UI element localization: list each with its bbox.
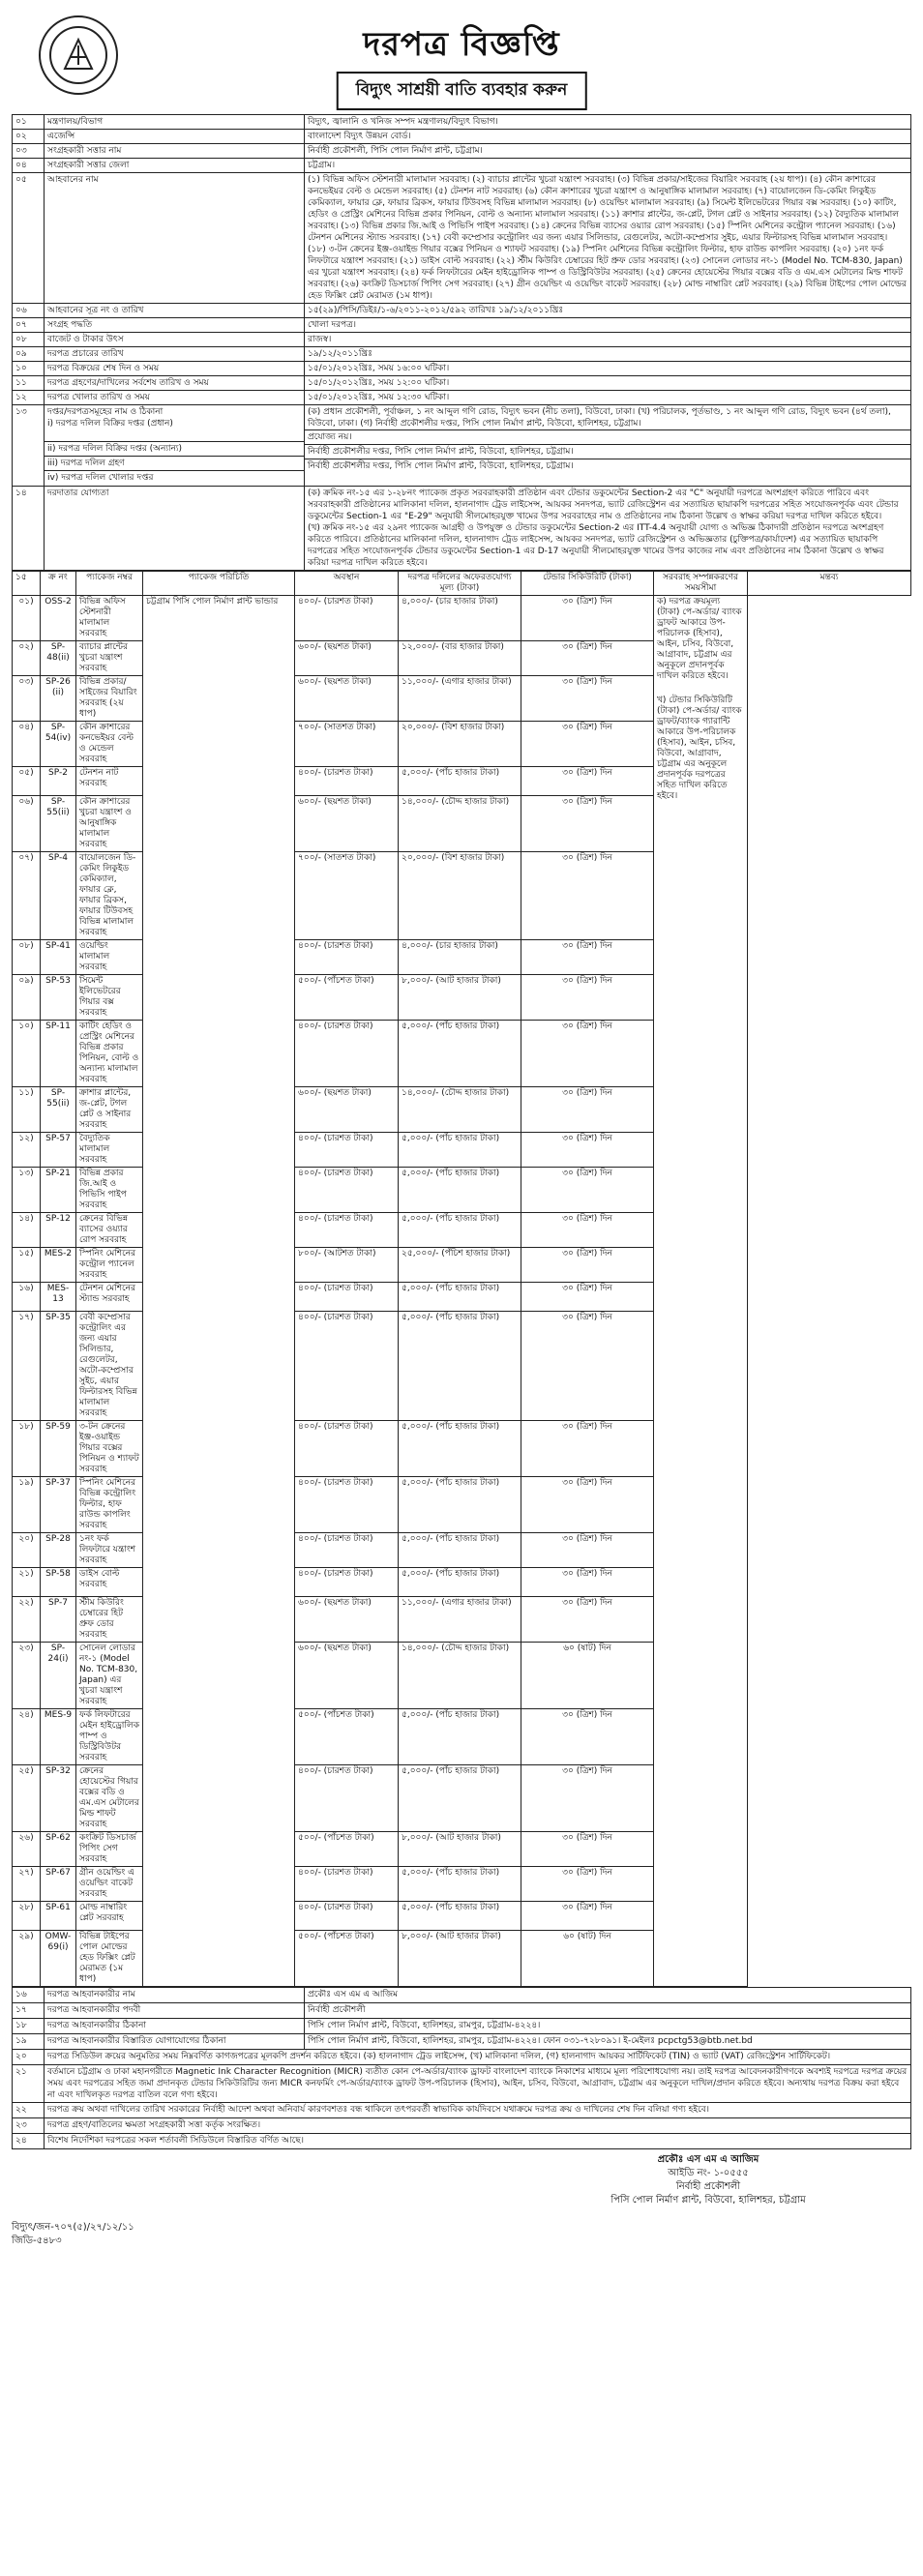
- package-number: SP-55(ii): [41, 1087, 76, 1133]
- package-price: ৫০০/- (পাঁচশত টাকা): [295, 1931, 399, 1987]
- row-label: দরপত্র খোলার তারিখ ও সময়: [45, 391, 305, 405]
- row-label: আহবানের সূত্র নং ও তারিখ: [45, 304, 305, 318]
- package-security: ৮,০০০/- (আট হাজার টাকা): [399, 975, 521, 1021]
- row-value: ১৫(২৯)/পিসি/ডিইঃ/১-৬/২০১১-২০১২/৫৯২ তারিখঃ ১৯/১২/২০১১খ্রিঃ: [305, 304, 911, 318]
- row-number: ১৩: [13, 405, 45, 487]
- package-time: ৩০ (ত্রিশ) দিন: [521, 975, 654, 1021]
- row-label: আহবানের নাম: [45, 173, 305, 304]
- package-sl: ২৮): [13, 1902, 41, 1931]
- row-label: দরপত্র গ্রহণের/দাখিলের সর্বশেষ তারিখ ও সময়: [45, 376, 305, 391]
- package-time: ৩০ (ত্রিশ) দিন: [521, 722, 654, 767]
- package-sl: ০৯): [13, 975, 41, 1021]
- remarks-a: ক) দরপত্র ক্রয়মূল্য (টাকা) পে-অর্ডার/ ব্যাংক ড্রাফট আকারে উপ-পরিচালক (হিসাব), আইন, চসিব, বিউবো, আগ্রাবাদ, চট্টগ্রাম এর অনুকূলে প্রদানপূর্বক দাখিল করিতে হইবে।: [657, 597, 742, 681]
- row-label: সংগ্রহকারী সত্তার নাম: [45, 144, 305, 159]
- info-row: [13, 130, 911, 144]
- package-sl: ০২): [13, 641, 41, 676]
- package-time: ৩০ (ত্রিশ) দিন: [521, 1477, 654, 1533]
- signer-id: আইডি নং- ১-০৫৫৫: [668, 2168, 749, 2178]
- col-remarks: মন্তব্য: [748, 572, 911, 596]
- package-sl: ২৭): [13, 1867, 41, 1902]
- package-security: ৫,০০০/- (পাঁচ হাজার টাকা): [399, 1213, 521, 1248]
- package-time: ৩০ (ত্রিশ) দিন: [521, 1597, 654, 1643]
- col-time: সরবরাহ সম্পন্নকরণের সময়সীমা: [654, 572, 748, 596]
- gd-number: জিডি-৫৪৮৩: [12, 2235, 62, 2246]
- package-time: ৩০ (ত্রিশ) দিন: [521, 1087, 654, 1133]
- package-price: ৫০০/- (পাঁচশত টাকা): [295, 975, 399, 1021]
- sale-places-row: [13, 405, 911, 487]
- row-value: বিশেষ নির্দেশিকা দরপত্রের সকল শর্তাবলী সিডিউলে বিস্তারিত বর্ণিত আছে।: [45, 2134, 911, 2149]
- package-time: ৩০ (ত্রিশ) দিন: [521, 1133, 654, 1168]
- package-price: ৪০০/- (চারশত টাকা): [295, 1133, 399, 1168]
- reference-number: বিদ্যুৎ/জন-৭০৭(৫)/২৭/১২/১১: [12, 2222, 134, 2233]
- package-sl: ২৩): [13, 1643, 41, 1709]
- package-time: ৩০ (ত্রিশ) দিন: [521, 1421, 654, 1477]
- package-description: ৩-টন ক্রেনের ইঞ্জ-ওয়াইন্ড গিয়ার বক্সের পিনিয়ন ও শ্যাফট সরবরাহ: [76, 1421, 143, 1477]
- package-sl: ২৫): [13, 1765, 41, 1832]
- row-number: ০৭: [13, 318, 45, 333]
- package-security: ৫,০০০/- (পাঁচ হাজার টাকা): [399, 1312, 521, 1421]
- package-security: ৫,০০০/- (পাঁচ হাজার টাকা): [399, 1533, 521, 1568]
- package-number: SP-2: [41, 767, 76, 796]
- row-label: দরপত্র আহবানকারীর পদবী: [45, 2003, 305, 2019]
- package-time: ৩০ (ত্রিশ) দিন: [521, 1765, 654, 1832]
- row-number: ০৪: [13, 159, 45, 173]
- package-description: ক্রেনের বিভিন্ন ব্যাসের ওয়্যার রোপ সরবরাহ: [76, 1213, 143, 1248]
- package-number: SP-12: [41, 1213, 76, 1248]
- package-number: SP-54(iv): [41, 722, 76, 767]
- package-sl: ০১): [13, 596, 41, 641]
- row-number: ০৮: [13, 333, 45, 347]
- footer-row: [13, 2118, 911, 2134]
- row-number: ০৯: [13, 347, 45, 362]
- col-security: টেন্ডার সিকিউরিটি (টাকা): [521, 572, 654, 596]
- package-price: ৪০০/- (চারশত টাকা): [295, 1283, 399, 1312]
- package-time: ৩০ (ত্রিশ) দিন: [521, 796, 654, 852]
- package-number: SP-11: [41, 1021, 76, 1087]
- package-number: SP-4: [41, 852, 76, 940]
- footer-row: [13, 2019, 911, 2034]
- row-value: নির্বাহী প্রকৌশলী: [305, 2003, 911, 2019]
- package-sl: ১৩): [13, 1168, 41, 1213]
- package-number: SP-58: [41, 1568, 76, 1597]
- package-number: SP-35: [41, 1312, 76, 1421]
- info-row: [13, 318, 911, 333]
- footer-row: [13, 2134, 911, 2149]
- package-sl: ১৫): [13, 1248, 41, 1283]
- row-label: সংগ্রহ পদ্ধতি: [45, 318, 305, 333]
- package-remarks: [654, 596, 748, 1987]
- info-row: [13, 347, 911, 362]
- row-label: সংগ্রহকারী সত্তার জেলা: [45, 159, 305, 173]
- package-time: ৩০ (ত্রিশ) দিন: [521, 676, 654, 722]
- package-security: ৫,০০০/- (পাঁচ হাজার টাকা): [399, 1709, 521, 1765]
- row-label: দরপত্র আহবানকারীর বিস্তারিত যোগাযোগের ঠিকানা: [45, 2034, 305, 2050]
- package-price: ৪০০/- (চারশত টাকা): [295, 1902, 399, 1931]
- header: [12, 8, 911, 114]
- package-security: ৫,০০০/- (পাঁচ হাজার টাকা): [399, 1765, 521, 1832]
- row-value: পিসি পোল নির্মাণ প্লান্ট, বিউবো, হালিশহর, রামপুর, চট্টগ্রাম-৪২২৪। ফোন ০৩১-৭২৮০৯১। ই-মেইলঃ pcpctg53@btb.net.bd: [305, 2034, 911, 2050]
- package-description: কংক্রিট ডিসচার্জ পিপিং সেগ সরবরাহ: [76, 1832, 143, 1867]
- package-number: SP-24(i): [41, 1643, 76, 1709]
- package-sl: ২৯): [13, 1931, 41, 1987]
- package-price: ৪০০/- (চারশত টাকা): [295, 1477, 399, 1533]
- info-row: [13, 159, 911, 173]
- package-price: ৬০০/- (ছয়শত টাকা): [295, 1087, 399, 1133]
- package-price: ৭০০/- (সাতশত টাকা): [295, 852, 399, 940]
- package-price: ৪০০/- (চারশত টাকা): [295, 1312, 399, 1421]
- col-description: প্যাকেজ পরিচিতি: [143, 572, 295, 596]
- row-number: ১৮: [13, 2019, 45, 2034]
- package-sl: ১০): [13, 1021, 41, 1087]
- package-security: ১৪,০০০/- (চৌদ্দ হাজার টাকা): [399, 1643, 521, 1709]
- package-description: বিভিন্ন প্রকার জি.আই ও পিভিসি পাইপ সরবরাহ: [76, 1168, 143, 1213]
- eligibility-b: (খ) ক্রমিক নং-১৫ এর ২৯নং প্যাকেজ আগ্রহী ও উপযুক্ত ও টেন্ডার ডকুমেন্টের Section-2 এর ITT-4.4 অনুযায়ী যোগ্য ও অভিজ্ঞ ঠিকাদারী প্রতিষ্ঠান দরপত্রে অংশগ্রহণ করিতে পারিবে। প্রতিষ্ঠানের মালিকানা দলিল, হালনাগাদ ট্রেড লাইসেন্স, আয়কর সনদপত্র, ভ্যাট রেজিস্ট্রেশন ও অভিজ্ঞতার (চুক্তিপত্র/কার্যাদেশ) এর সত্যায়িত ছায়াকপি দরপত্রের সহিত সংযোজনপূর্বক টেন্ডার ডকুমেন্টের Section-1 এর D-17 অনুযায়ী সীলমোহরযুক্ত খামের উপর কাজের নাম এবং প্রতিষ্ঠানের নাম ঠিকানা উল্লেখ ও স্বাক্ষর করিয়া দরপত্র দাখিল করিতে হইবে।: [308, 523, 884, 568]
- signer-designation: নির্বাহী প্রকৌশলী: [675, 2181, 741, 2192]
- row-label: দরপত্র প্রচারের তারিখ: [45, 347, 305, 362]
- package-description: সোনেল লোডার নং-১ (Model No. TCM-830, Japan) এর খুচরা যন্ত্রাংশ সরবরাহ: [76, 1643, 143, 1709]
- package-sl: ১৮): [13, 1421, 41, 1477]
- tender-notice: [12, 0, 911, 2265]
- row-number: ১৯: [13, 2034, 45, 2050]
- package-sl: ০৪): [13, 722, 41, 767]
- package-table: [12, 571, 911, 1987]
- package-number: SP-21: [41, 1168, 76, 1213]
- package-sl: ০৫): [13, 767, 41, 796]
- row-label: মন্ত্রণালয়/বিভাগ: [45, 115, 305, 130]
- package-description: টেনশন নাট সরবরাহ: [76, 767, 143, 796]
- footer-row: [13, 2103, 911, 2118]
- package-sl: ১৭): [13, 1312, 41, 1421]
- package-security: ১১,০০০/- (এগার হাজার টাকা): [399, 1597, 521, 1643]
- footer-row: [13, 2065, 911, 2103]
- package-price: ৪০০/- (চারশত টাকা): [295, 767, 399, 796]
- package-price: ৬০০/- (ছয়শত টাকা): [295, 676, 399, 722]
- row-value: প্রকৌঃ এস এম এ আজিম: [305, 1988, 911, 2003]
- package-number: SP-41: [41, 940, 76, 975]
- col-location: অবস্থান: [295, 572, 399, 596]
- package-security: ২০,০০০/- (বিশ হাজার টাকা): [399, 722, 521, 767]
- row-label: ii) দরপত্র দলিল বিক্রির দপ্তর (অন্যান্য): [45, 441, 304, 456]
- package-time: ৩০ (ত্রিশ) দিন: [521, 1248, 654, 1283]
- package-time: ৩০ (ত্রিশ) দিন: [521, 1312, 654, 1421]
- package-sl: ১২): [13, 1133, 41, 1168]
- package-number: SP-57: [41, 1133, 76, 1168]
- info-row: [13, 333, 911, 347]
- info-row: [13, 173, 911, 304]
- info-table: [12, 114, 911, 571]
- row-number: ১১: [13, 376, 45, 391]
- row-number: ০১: [13, 115, 45, 130]
- package-description: স্পিনিং মেশিনের কন্ট্রোল প্যানেল সরবরাহ: [76, 1248, 143, 1283]
- row-value: (১) বিভিন্ন অফিস স্টেশনারী মালামাল সরবরাহ। (২) ব্যাচার প্লান্টের খুচরা যন্ত্রাংশ সরবরাহ। (৩) বিভিন্ন প্রকার/সাইজের বিয়ারিং সরবরাহ (২য় ধাপ)। (৪) কৌন ক্রাশারের কনভেইয়র বেল্ট ও মেন্ডেল সরবরাহ। (৫) টেনশন নাট সরবরাহ। (৬) কৌন ক্রাশারের খুচরা যন্ত্রাংশ ও আনুষাঙ্গিক মালামাল সরবরাহ। (৭) বায়োলজেন ডি-কেমিং লিকুইড কেমিক্যাল, ফায়ার ক্লে, ফায়ার ব্রিকস, ফায়ার টিউবসহ বিভিন্ন মালামাল সরবরাহ। (৮) ওয়েল্ডিং মালামাল সরবরাহ। (৯) সিমেন্ট ইলিভেটরের গিয়ার বক্স সরবরাহ। (১০) কাটিং, হেডিং ও প্রেস্ট্রিং মেশিনের বিভিন্ন প্রকার পিনিয়ন, বোল্ট ও অন্যান্য মালামাল সরবরাহ। (১১) ক্রাশার প্লান্টের, জ-প্লেট, টগল প্লেট ও সাইনার সরবরাহ। (১২) বৈদ্যুতিক মালামাল সরবরাহ। (১৩) বিভিন্ন প্রকার জি.আই ও পিভিসি পাইপ সরবরাহ। (১৪) ক্রেনের বিভিন্ন ব্যাসের ওয়্যার রোপ সরবরাহ। (১৫) স্পিনিং মেশিনের কন্ট্রোল প্যানেল সরবরাহ। (১৬) টেনশন মেশিনের স্ট্যান্ড সরবরাহ। (১৭) বেবী কম্প্রেসার কন্ট্রোলিং এর জন্য এয়ার সিলিন্ডার, রেগুলেটর, অটো-কম্প্রেসার সুইচ, এয়ার ফিল্টারসহ বিভিন্ন মালামাল সরবরাহ। (১৮) ৩-টন ক্রেনের ইঞ্জ-ওয়াইন্ড গিয়ার বক্সের পিনিয়ন ও শ্যাফট সরবরাহ। (১৯) স্পিনিং মেশিনের বিভিন্ন কন্ট্রোলিং ফিল্টার, হাফ রাউন্ড কাপলিং সরবরাহ। (২০) ১নং ফর্ক লিফটারে যন্ত্রাংশ সরবরাহ। (২১) ডাইস বোল্ট সরবরাহ। (২২) স্টীম কিউরিং চেম্বারের হিট প্রুফ ডোর সরবরাহ। (২৩) সোনেল লোডার নং-১ (Model No. TCM-830, Japan) এর খুচরা যন্ত্রাংশ সরবরাহ। (২৪) ফর্ক লিফটারের মেইন হাইড্রোলিক পাম্প ও ডিস্ট্রিবিউটর সরবরাহ। (২৫) ক্রেনের হোয়েস্টের গিয়ার বক্সের বডি ও এম.এস মেটালের মিল্ড শাফট সরবরাহ। (২৬) কংক্রিট ডিসচার্জ পিপিং সেগ সরবরাহ। (২৭) গ্রীন ওয়েল্ডিং এ ওয়েল্ডিং বাকেট সরবরাহ। (২৮) মোল্ড নাম্বারিং প্লেট সরবরাহ। (২৯) বিভিন্ন টাইপের পোল মোল্ডের হেড ফিক্সিং প্লেট মেরামত (১ম ধাপ)।: [305, 173, 911, 304]
- col-package: প্যাকেজ নম্বর: [76, 572, 143, 596]
- package-security: ৮,০০০/- (আট হাজার টাকা): [399, 1931, 521, 1987]
- package-time: ৩০ (ত্রিশ) দিন: [521, 596, 654, 641]
- package-security: ১৪,০০০/- (চৌদ্দ হাজার টাকা): [399, 796, 521, 852]
- package-number: SP-48(ii): [41, 641, 76, 676]
- row-label: এজেন্সি: [45, 130, 305, 144]
- package-time: ৩০ (ত্রিশ) দিন: [521, 1168, 654, 1213]
- package-description: স্পিনিং মেশিনের বিভিন্ন কন্ট্রোলিং ফিল্টার, হাফ রাউন্ড কাপলিং সরবরাহ: [76, 1477, 143, 1533]
- row-number: ২০: [13, 2050, 45, 2065]
- row-number: ২৪: [13, 2134, 45, 2149]
- package-number: SP-37: [41, 1477, 76, 1533]
- package-description: বিভিন্ন টাইপের পোল মোল্ডের হেড ফিক্সিং প্লেট মেরামত (১ম ধাপ): [76, 1931, 143, 1987]
- package-location: চট্টগ্রাম পিসি পোল নির্মাণ প্লান্ট ভান্ডার: [143, 596, 295, 1987]
- package-description: বেবী কম্প্রেসার কন্ট্রোলিং এর জন্য এয়ার সিলিন্ডার, রেগুলেটর, অটো-কম্প্রেসার সুইচ, এয়ার ফিল্টারসহ বিভিন্ন মালামাল সরবরাহ: [76, 1312, 143, 1421]
- package-number: SP-32: [41, 1765, 76, 1832]
- package-description: ডাইস বোল্ট সরবরাহ: [76, 1568, 143, 1597]
- package-sl: ০৬): [13, 796, 41, 852]
- row-value: দরপত্র গ্রহণ/বাতিলের ক্ষমতা সংগ্রহকারী সত্তা কর্তৃক সংরক্ষিত।: [45, 2118, 911, 2134]
- package-security: ৮,০০০/- (আট হাজার টাকা): [399, 1832, 521, 1867]
- package-security: ৫,০০০/- (পাঁচ হাজার টাকা): [399, 1021, 521, 1087]
- row-number: ০৫: [13, 173, 45, 304]
- package-security: ২০,০০০/- (বিশ হাজার টাকা): [399, 852, 521, 940]
- row-value: বর্তমানে চট্টগ্রাম ও ঢাকা মহানগরীতে Magnetic Ink Character Recognition (MICR) ব্যতীত কোন পে-অর্ডার/ব্যাংক ড্রাফট বাংলাদেশ ব্যাংকে নিকাশের মাধ্যমে মূল্য পরিশোধযোগ্য নয়। তাই দরপত্র আবেদনকারীগণকে অবশ্যই দরপত্রে দরপত্র ক্রয়ের সময় এবং দরপত্রের সহিত জমা প্রদানকৃত টেন্ডার সিকিউরিটির জন্য MICR কনফর্মিং পে-অর্ডার/ব্যাংক ড্রাফট উপ-পরিচালক (হিসাব), আইন, চসিব, বিউবো, আগ্রাবাদ, চট্টগ্রাম এর অনুকূলে দাখিল/প্রদান করিতে হইবে। অন্যথায় দরপত্র বিক্রয় করা হইবে না এবং দাখিলকৃত দরপত্র বাতিল বলে গণ্য হইবে।: [45, 2065, 911, 2103]
- package-security: ৫,০০০/- (পাঁচ হাজার টাকা): [399, 1568, 521, 1597]
- package-number: MES-2: [41, 1248, 76, 1283]
- package-description: ক্রেনের হোয়েস্টের গিয়ার বক্সের বডি ও এম.এস মেটালের মিল্ড শাফট সরবরাহ: [76, 1765, 143, 1832]
- row-label: i) দরপত্র দলিল বিক্রির দপ্তর (প্রধান): [47, 419, 173, 429]
- package-number: SP-61: [41, 1902, 76, 1931]
- info-row: [13, 376, 911, 391]
- row-value: নির্বাহী প্রকৌশলীর দপ্তর, পিসি পোল নির্মাণ প্লান্ট, বিউবো, হালিশহর, চট্টগ্রাম।: [305, 444, 910, 459]
- package-description: ফর্ক লিফটারের মেইন হাইড্রোলিক পাম্প ও ডিস্ট্রিবিউটর সরবরাহ: [76, 1709, 143, 1765]
- row-label: বাজেট ও টাকার উৎস: [45, 333, 305, 347]
- row-number: ১২: [13, 391, 45, 405]
- eligibility-a: (ক) ক্রমিক নং-১৫ এর ১-২৮নং প্যাকেজ প্রকৃত সরবরাহকারী প্রতিষ্ঠান এবং টেন্ডার ডকুমেন্টের Section-2 এর "C" অনুযায়ী দরপত্রে অংশগ্রহণ করিতে পারিবে এবং সরবরাহকারী প্রতিষ্ঠানের মালিকানা দলিল, হালনাগাদ ট্রেড লাইসেন্স, আয়কর সনদপত্র, ভ্যাট রেজিস্ট্রেশন এর সত্যায়িত ছায়াকপি দরপত্রের সহিত সংযোজনপূর্বক এবং টেন্ডার ডকুমেন্টের Section-1 এর "E-29" অনুযায়ী সীলমোহরযুক্ত খামের উপর সরবরাহের নাম ও প্রতিষ্ঠানের নাম ঠিকানা উল্লেখ ও স্বাক্ষর করিয়া দরপত্র দাখিল করিতে হইবে।: [308, 489, 899, 521]
- package-description: ক্রাশার প্লান্টের, জ-প্লেট, টগল প্লেট ও সাইনার সরবরাহ: [76, 1087, 143, 1133]
- page-title: দরপত্র বিজ্ঞপ্তি: [363, 25, 560, 64]
- row-value: ১৯/১২/২০১১খ্রিঃ: [305, 347, 911, 362]
- row-number: ১৭: [13, 2003, 45, 2019]
- row-value: বিদ্যুৎ, জ্বালানি ও খনিজ সম্পদ মন্ত্রণালয়/বিদ্যুৎ বিভাগ।: [305, 115, 911, 130]
- package-sl: ০৩): [13, 676, 41, 722]
- row-number: ০২: [13, 130, 45, 144]
- row-value: চট্টগ্রাম।: [305, 159, 911, 173]
- package-sl: ১৪): [13, 1213, 41, 1248]
- package-security: ১১,০০০/- (এগার হাজার টাকা): [399, 676, 521, 722]
- signer-office: পিসি পোল নির্মাণ প্লান্ট, বিউবো, হালিশহর, চট্টগ্রাম: [610, 2195, 806, 2206]
- package-price: ৪০০/- (চারশত টাকা): [295, 1867, 399, 1902]
- row-value: ১৫/০১/২০১২খ্রিঃ, সময় ১২:৩০ ঘটিকা।: [305, 391, 911, 405]
- row-value: দরপত্র ক্রয় অথবা দাখিলের তারিখ সরকারের নির্বাহী আদেশ অথবা অনিবার্য কারণবশতঃ বন্ধ থাকিলে তৎপরবর্তী স্বাভাবিক কার্যদিবসে যথাক্রমে দরপত্র ক্রয় ও দাখিলের শেষ দিন বলিয়া গণ্য হইবে।: [45, 2103, 911, 2118]
- package-price: ৪০০/- (চারশত টাকা): [295, 596, 399, 641]
- row-number: ২১: [13, 2065, 45, 2103]
- package-sl: ১৯): [13, 1477, 41, 1533]
- package-time: ৩০ (ত্রিশ) দিন: [521, 1021, 654, 1087]
- package-description: স্টীম কিউরিং চেম্বারের হিট প্রুফ ডোর সরবরাহ: [76, 1597, 143, 1643]
- row-value: (ক) প্রধান প্রকৌশলী, পূর্বাঞ্চল, ১ নং আব্দুল গণি রোড, বিদ্যুৎ ভবন (নীচ তলা), বিউবো, ঢাকা। (খ) পরিচালক, পূর্তভাণ্ড, ১ নং আব্দুল গণি রোড, বিদ্যুৎ ভবন (৪র্থ তলা), বিউবো, ঢাকা। (গ) নির্বাহী প্রকৌশলীর দপ্তর, পিসি পোল নির্মাণ প্লান্ট, বিউবো, হালিশহর, চট্টগ্রাম।: [308, 407, 891, 429]
- row-label: দরপত্র বিক্রয়ের শেষ দিন ও সময়: [45, 362, 305, 376]
- package-price: ৪০০/- (চারশত টাকা): [295, 1533, 399, 1568]
- row-number: ২৩: [13, 2118, 45, 2134]
- package-time: ৩০ (ত্রিশ) দিন: [521, 1283, 654, 1312]
- package-time: ৩০ (ত্রিশ) দিন: [521, 852, 654, 940]
- package-time: ৩০ (ত্রিশ) দিন: [521, 1867, 654, 1902]
- package-description: মোল্ড নাম্বারিং প্লেট সরবরাহ: [76, 1902, 143, 1931]
- footer-row: [13, 2050, 911, 2065]
- package-price: ৬০০/- (ছয়শত টাকা): [295, 1597, 399, 1643]
- package-time: ৩০ (ত্রিশ) দিন: [521, 1709, 654, 1765]
- package-price: ৬০০/- (ছয়শত টাকা): [295, 796, 399, 852]
- row-number: ১৬: [13, 1988, 45, 2003]
- row-label: iii) দরপত্র দলিল গ্রহণ: [45, 456, 304, 470]
- package-number: MES-9: [41, 1709, 76, 1765]
- eligibility-row: [13, 487, 911, 571]
- col-sl: ক্র নং: [41, 572, 76, 596]
- remarks-b: খ) টেন্ডার সিকিউরিটি (টাকা) পে-অর্ডার/ ব্যাংক ড্রাফট/ব্যাংক গ্যারান্টি আকারে উপ-পরিচালক (হিসাব), আইন, চসিব, বিউবো, আগ্রাবাদ, চট্টগ্রাম এর অনুকূলে প্রদানপূর্বক দরপত্রের সহিত দাখিল করিতে হইবে।: [657, 696, 742, 801]
- package-price: ৪০০/- (চারশত টাকা): [295, 1568, 399, 1597]
- package-sl: ২৬): [13, 1832, 41, 1867]
- info-row: [13, 115, 911, 130]
- row-number: ১৫: [13, 572, 41, 596]
- package-row: [13, 596, 911, 641]
- package-sl: ০৭): [13, 852, 41, 940]
- package-description: বৈদ্যুতিক মালামাল সরবরাহ: [76, 1133, 143, 1168]
- row-label: দরপত্র আহবানকারীর ঠিকানা: [45, 2019, 305, 2034]
- row-number: ০৩: [13, 144, 45, 159]
- row-value: নির্বাহী প্রকৌশলী, পিসি পোল নির্মাণ প্লান্ট, চট্টগ্রাম।: [305, 144, 911, 159]
- package-description: ব্যাচার প্লান্টের খুচরা যন্ত্রাংশ সরবরাহ: [76, 641, 143, 676]
- package-price: ৪০০/- (চারশত টাকা): [295, 1213, 399, 1248]
- package-number: SP-67: [41, 1867, 76, 1902]
- row-number: ২২: [13, 2103, 45, 2118]
- package-number: MES-13: [41, 1283, 76, 1312]
- package-price: ৬০০/- (ছয়শত টাকা): [295, 1643, 399, 1709]
- row-value: পিসি পোল নির্মাণ প্লান্ট, বিউবো, হালিশহর, রামপুর, চট্টগ্রাম-৪২২৪।: [305, 2019, 911, 2034]
- package-security: ৫,০০০/- (পাঁচ হাজার টাকা): [399, 1168, 521, 1213]
- package-security: ৫,০০০/- (পাঁচ হাজার টাকা): [399, 1477, 521, 1533]
- package-sl: ২১): [13, 1568, 41, 1597]
- package-price: ৪০০/- (চারশত টাকা): [295, 1168, 399, 1213]
- package-time: ৩০ (ত্রিশ) দিন: [521, 767, 654, 796]
- package-description: সিমেন্ট ইলিভেটরের গিয়ার বক্স সরবরাহ: [76, 975, 143, 1021]
- row-value: নির্বাহী প্রকৌশলীর দপ্তর, পিসি পোল নির্মাণ প্লান্ট, বিউবো, হালিশহর, চট্টগ্রাম।: [305, 459, 910, 473]
- package-price: ৪০০/- (চারশত টাকা): [295, 1021, 399, 1087]
- package-description: কৌন ক্রাশারের কনভেইয়র বেল্ট ও মেন্ডেল সরবরাহ: [76, 722, 143, 767]
- package-security: ৫,০০০/- (পাঁচ হাজার টাকা): [399, 1133, 521, 1168]
- row-value: খোলা দরপত্র।: [305, 318, 911, 333]
- package-description: টেনশন মেশিনের স্ট্যান্ড সরবরাহ: [76, 1283, 143, 1312]
- package-number: SP-55(ii): [41, 796, 76, 852]
- package-price: ৭০০/- (সাতশত টাকা): [295, 722, 399, 767]
- slogan: বিদ্যুৎ সাশ্রয়ী বাতি ব্যবহার করুন: [337, 72, 587, 110]
- package-security: ৫,০০০/- (পাঁচ হাজার টাকা): [399, 1867, 521, 1902]
- package-security: ১২,০০০/- (বার হাজার টাকা): [399, 641, 521, 676]
- package-sl: ০৮): [13, 940, 41, 975]
- package-security: ১৪,০০০/- (চৌদ্দ হাজার টাকা): [399, 1087, 521, 1133]
- package-time: ৩০ (ত্রিশ) দিন: [521, 641, 654, 676]
- package-time: ৩০ (ত্রিশ) দিন: [521, 1902, 654, 1931]
- package-description: ১নং ফর্ক লিফটারে যন্ত্রাংশ সরবরাহ: [76, 1533, 143, 1568]
- package-price: ৪০০/- (চারশত টাকা): [295, 1421, 399, 1477]
- package-security: ৫,০০০/- (পাঁচ হাজার টাকা): [399, 1902, 521, 1931]
- package-time: ৩০ (ত্রিশ) দিন: [521, 1533, 654, 1568]
- package-description: কৌন ক্রাশারের খুচরা যন্ত্রাংশ ও আনুষাঙ্গিক মালামাল সরবরাহ: [76, 796, 143, 852]
- row-label: iv) দরপত্র দলিল খোলার দপ্তর: [45, 470, 304, 485]
- package-time: ৩০ (ত্রিশ) দিন: [521, 1832, 654, 1867]
- package-price: ৮০০/- (আটশত টাকা): [295, 1248, 399, 1283]
- package-number: SP-28: [41, 1533, 76, 1568]
- package-sl: ২৪): [13, 1709, 41, 1765]
- package-sl: ২২): [13, 1597, 41, 1643]
- package-security: ৫,০০০/- (পাঁচ হাজার টাকা): [399, 1421, 521, 1477]
- package-security: ৫,০০০/- (পাঁচ হাজার টাকা): [399, 1283, 521, 1312]
- package-description: বিভিন্ন প্রকার/সাইজের বিয়ারিং সরবরাহ (২য় ধাপ): [76, 676, 143, 722]
- package-number: SP-59: [41, 1421, 76, 1477]
- package-price: ৬০০/- (ছয়শত টাকা): [295, 641, 399, 676]
- info-row: [13, 144, 911, 159]
- row-value: ১৫/০১/২০১২খ্রিঃ, সময় ১২:০০ ঘটিকা।: [305, 376, 911, 391]
- package-sl: ১১): [13, 1087, 41, 1133]
- signer-name: প্রকৌঃ এস এম এ আজিম: [657, 2154, 759, 2165]
- package-description: বায়োলজেন ডি-কেমিং লিকুইড কেমিক্যাল, ফায়ার ক্লে, ফায়ার ব্রিকস, ফায়ার টিউবসহ বিভিন্ন মালামাল সরবরাহ: [76, 852, 143, 940]
- row-label: দরদাতার যোগ্যতা: [45, 487, 305, 571]
- package-description: কাটিং হেডিং ও প্রেস্ট্রিং মেশিনের বিভিন্ন প্রকার পিনিয়ন, বোল্ট ও অন্যান্য মালামাল সরবরাহ: [76, 1021, 143, 1087]
- row-label: দপ্তর/দরপত্রসমূহের নাম ও ঠিকানা: [47, 407, 164, 417]
- row-value: রাজস্ব।: [305, 333, 911, 347]
- package-time: ৬০ (ষাট) দিন: [521, 1931, 654, 1987]
- package-security: ২৫,০০০/- (পঁচিশ হাজার টাকা): [399, 1248, 521, 1283]
- package-number: OMW-69(i): [41, 1931, 76, 1987]
- package-number: OSS-2: [41, 596, 76, 641]
- info-row: [13, 362, 911, 376]
- package-number: SP-26 (ii): [41, 676, 76, 722]
- row-label: দরপত্র আহবানকারীর নাম: [45, 1988, 305, 2003]
- package-security: ৪,০০০/- (চার হাজার টাকা): [399, 596, 521, 641]
- package-description: ওয়েল্ডিং মালামাল সরবরাহ: [76, 940, 143, 975]
- info-row: [13, 391, 911, 405]
- package-number: SP-7: [41, 1597, 76, 1643]
- row-number: ১০: [13, 362, 45, 376]
- row-value: বাংলাদেশ বিদ্যুৎ উন্নয়ন বোর্ড।: [305, 130, 911, 144]
- package-description: গ্রীন ওয়েল্ডিং এ ওয়েল্ডিং বাকেট সরবরাহ: [76, 1867, 143, 1902]
- package-sl: ২০): [13, 1533, 41, 1568]
- package-price: ৫০০/- (পাঁচশত টাকা): [295, 1832, 399, 1867]
- signature-block: [12, 2149, 911, 2265]
- package-price: ৫০০/- (পাঁচশত টাকা): [295, 1709, 399, 1765]
- footer-row: [13, 2034, 911, 2050]
- col-price: দরপত্র দলিলের অফেরতযোগ্য মূল্য (টাকা): [399, 572, 521, 596]
- footer-row: [13, 1988, 911, 2003]
- package-time: ৩০ (ত্রিশ) দিন: [521, 940, 654, 975]
- row-value: প্রযোজ্য নয়।: [305, 429, 910, 444]
- footer-table: [12, 1987, 911, 2149]
- package-time: ৩০ (ত্রিশ) দিন: [521, 1213, 654, 1248]
- package-time: ৬০ (ষাট) দিন: [521, 1643, 654, 1709]
- package-sl: ১৬): [13, 1283, 41, 1312]
- footer-row: [13, 2003, 911, 2019]
- package-security: ৪,০০০/- (চার হাজার টাকা): [399, 940, 521, 975]
- package-number: SP-62: [41, 1832, 76, 1867]
- package-security: ৫,০০০/- (পাঁচ হাজার টাকা): [399, 767, 521, 796]
- row-value: ১৫/০১/২০১২খ্রিঃ, সময় ১৬:০০ ঘটিকা।: [305, 362, 911, 376]
- package-price: ৪০০/- (চারশত টাকা): [295, 940, 399, 975]
- package-number: SP-53: [41, 975, 76, 1021]
- package-price: ৪০০/- (চারশত টাকা): [295, 1765, 399, 1832]
- row-value: দরপত্র সিডিউল ক্রয়ের অনুমতির সময় নিম্নবর্ণিত কাগজপত্রের মূলকপি প্রদর্শন করিতে হইবে। (ক) হালনাগাদ ট্রেড লাইসেন্স, (খ) মালিকানা দলিল, (গ) হালনাগাদ আয়কর সার্টিফিকেট (TIN) ও ভ্যাট (VAT) রেজিস্ট্রেশন সার্টিফিকেট।: [45, 2050, 911, 2065]
- info-row: [13, 304, 911, 318]
- row-number: ১৪: [13, 487, 45, 571]
- package-description: বিভিন্ন অফিস স্টেশনারী মালামাল সরবরাহ: [76, 596, 143, 641]
- package-time: ৩০ (ত্রিশ) দিন: [521, 1568, 654, 1597]
- row-number: ০৬: [13, 304, 45, 318]
